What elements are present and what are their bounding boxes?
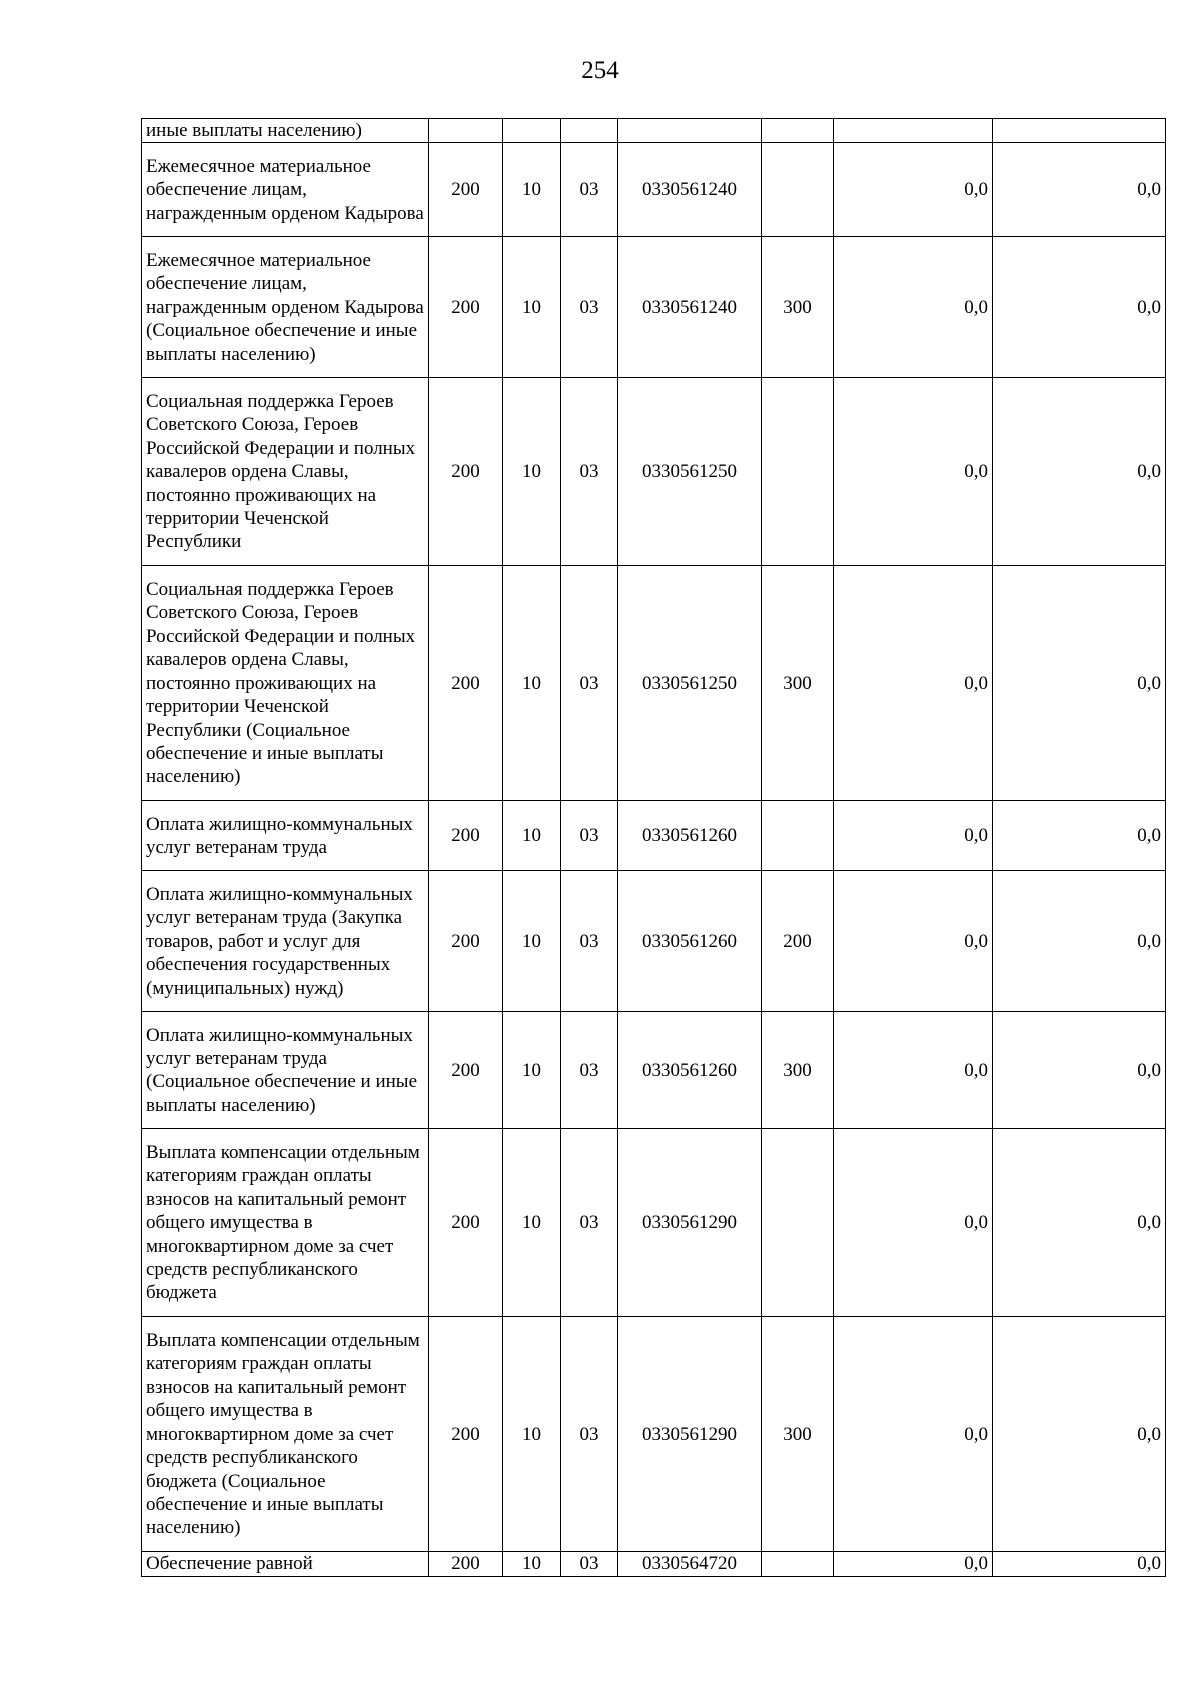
table-row (142, 1317, 1166, 1552)
table-row (142, 237, 1166, 378)
row-expense-type-cell: 300 (762, 1317, 834, 1552)
row-target-cell: 0330561240 (618, 143, 762, 237)
row-amount-1-cell: 0,0 (834, 1129, 993, 1317)
row-target-cell: 0330561250 (618, 566, 762, 801)
row-amount-2-cell: 0,0 (993, 1317, 1166, 1552)
row-amount-1-cell: 0,0 (834, 1552, 993, 1576)
table-row (142, 1552, 1166, 1576)
row-name-cell: Ежемесячное материальное обеспечение лицам, награжденным орденом Кадырова (142, 143, 429, 237)
row-code-cell: 200 (429, 143, 503, 237)
row-subsection-cell: 03 (561, 378, 618, 566)
row-name-cell: Оплата жилищно-коммунальных услуг ветеранам труда (Социальное обеспечение и иные выплаты населению) (142, 1012, 429, 1129)
row-section-cell: 10 (503, 871, 561, 1012)
row-name-cell: Оплата жилищно-коммунальных услуг ветеранам труда (Закупка товаров, работ и услуг для обеспечения государственных (муниципальных) нужд) (142, 871, 429, 1012)
row-amount-2-cell (993, 119, 1166, 143)
row-code-cell: 200 (429, 1317, 503, 1552)
row-subsection-cell: 03 (561, 143, 618, 237)
row-expense-type-cell: 300 (762, 237, 834, 378)
row-amount-1-cell (834, 119, 993, 143)
row-subsection-cell: 03 (561, 237, 618, 378)
row-expense-type-cell (762, 1129, 834, 1317)
row-expense-type-cell: 200 (762, 871, 834, 1012)
row-expense-type-cell (762, 119, 834, 143)
row-target-cell: 0330561240 (618, 237, 762, 378)
row-target-cell: 0330561260 (618, 1012, 762, 1129)
table-row (142, 1012, 1166, 1129)
row-amount-1-cell: 0,0 (834, 566, 993, 801)
row-code-cell: 200 (429, 1012, 503, 1129)
row-amount-2-cell: 0,0 (993, 871, 1166, 1012)
row-code-cell: 200 (429, 237, 503, 378)
row-name-cell: иные выплаты населению) (142, 119, 429, 143)
row-name-cell: Социальная поддержка Героев Советского Союза, Героев Российской Федерации и полных кавалеров ордена Славы, постоянно проживающих на территории Чеченской Республики (Социальное обеспечение и иные выплаты населению) (142, 566, 429, 801)
row-subsection-cell: 03 (561, 801, 618, 871)
row-section-cell (503, 119, 561, 143)
row-amount-2-cell: 0,0 (993, 1129, 1166, 1317)
table-body (142, 119, 1166, 1577)
row-amount-2-cell: 0,0 (993, 566, 1166, 801)
row-section-cell: 10 (503, 143, 561, 237)
row-amount-2-cell: 0,0 (993, 801, 1166, 871)
table-row (142, 566, 1166, 801)
row-expense-type-cell: 300 (762, 566, 834, 801)
row-target-cell: 0330561290 (618, 1129, 762, 1317)
row-subsection-cell: 03 (561, 1012, 618, 1129)
row-code-cell: 200 (429, 378, 503, 566)
row-subsection-cell (561, 119, 618, 143)
row-subsection-cell: 03 (561, 1317, 618, 1552)
row-amount-1-cell: 0,0 (834, 1317, 993, 1552)
row-expense-type-cell (762, 378, 834, 566)
row-target-cell (618, 119, 762, 143)
row-section-cell: 10 (503, 237, 561, 378)
row-amount-1-cell: 0,0 (834, 801, 993, 871)
row-section-cell: 10 (503, 378, 561, 566)
row-name-cell: Выплата компенсации отдельным категориям граждан оплаты взносов на капитальный ремонт общего имущества в многоквартирном доме за счет средств республиканского бюджета (Социальное обеспечение и иные выплаты населению) (142, 1317, 429, 1552)
row-section-cell: 10 (503, 1317, 561, 1552)
row-expense-type-cell (762, 143, 834, 237)
row-section-cell: 10 (503, 1552, 561, 1576)
row-subsection-cell: 03 (561, 566, 618, 801)
row-amount-2-cell: 0,0 (993, 1012, 1166, 1129)
row-section-cell: 10 (503, 566, 561, 801)
row-expense-type-cell (762, 1552, 834, 1576)
row-target-cell: 0330561290 (618, 1317, 762, 1552)
row-amount-1-cell: 0,0 (834, 237, 993, 378)
row-amount-2-cell: 0,0 (993, 378, 1166, 566)
row-target-cell: 0330561260 (618, 871, 762, 1012)
row-code-cell: 200 (429, 801, 503, 871)
row-amount-1-cell: 0,0 (834, 871, 993, 1012)
table-row (142, 871, 1166, 1012)
row-amount-2-cell: 0,0 (993, 237, 1166, 378)
row-section-cell: 10 (503, 1012, 561, 1129)
row-name-cell: Ежемесячное материальное обеспечение лицам, награжденным орденом Кадырова (Социальное обеспечение и иные выплаты населению) (142, 237, 429, 378)
row-code-cell: 200 (429, 1552, 503, 1576)
row-subsection-cell: 03 (561, 871, 618, 1012)
row-amount-1-cell: 0,0 (834, 143, 993, 237)
page-number: 254 (581, 57, 619, 84)
row-code-cell (429, 119, 503, 143)
table-row (142, 143, 1166, 237)
row-subsection-cell: 03 (561, 1129, 618, 1317)
row-expense-type-cell: 300 (762, 1012, 834, 1129)
table-row (142, 1129, 1166, 1317)
row-target-cell: 0330561260 (618, 801, 762, 871)
row-name-cell: Выплата компенсации отдельным категориям граждан оплаты взносов на капитальный ремонт общего имущества в многоквартирном доме за счет средств республиканского бюджета (142, 1129, 429, 1317)
table-row (142, 801, 1166, 871)
row-section-cell: 10 (503, 801, 561, 871)
row-code-cell: 200 (429, 1129, 503, 1317)
row-code-cell: 200 (429, 566, 503, 801)
row-name-cell: Оплата жилищно-коммунальных услуг ветеранам труда (142, 801, 429, 871)
row-subsection-cell: 03 (561, 1552, 618, 1576)
row-target-cell: 0330564720 (618, 1552, 762, 1576)
table-row (142, 378, 1166, 566)
row-amount-2-cell: 0,0 (993, 1552, 1166, 1576)
row-code-cell: 200 (429, 871, 503, 1012)
budget-table (141, 118, 1166, 1577)
row-section-cell: 10 (503, 1129, 561, 1317)
row-amount-1-cell: 0,0 (834, 1012, 993, 1129)
row-name-cell: Обеспечение равной (142, 1552, 429, 1576)
row-target-cell: 0330561250 (618, 378, 762, 566)
row-amount-1-cell: 0,0 (834, 378, 993, 566)
row-amount-2-cell: 0,0 (993, 143, 1166, 237)
table-row (142, 119, 1166, 143)
row-name-cell: Социальная поддержка Героев Советского Союза, Героев Российской Федерации и полных кавалеров ордена Славы, постоянно проживающих на территории Чеченской Республики (142, 378, 429, 566)
row-expense-type-cell (762, 801, 834, 871)
